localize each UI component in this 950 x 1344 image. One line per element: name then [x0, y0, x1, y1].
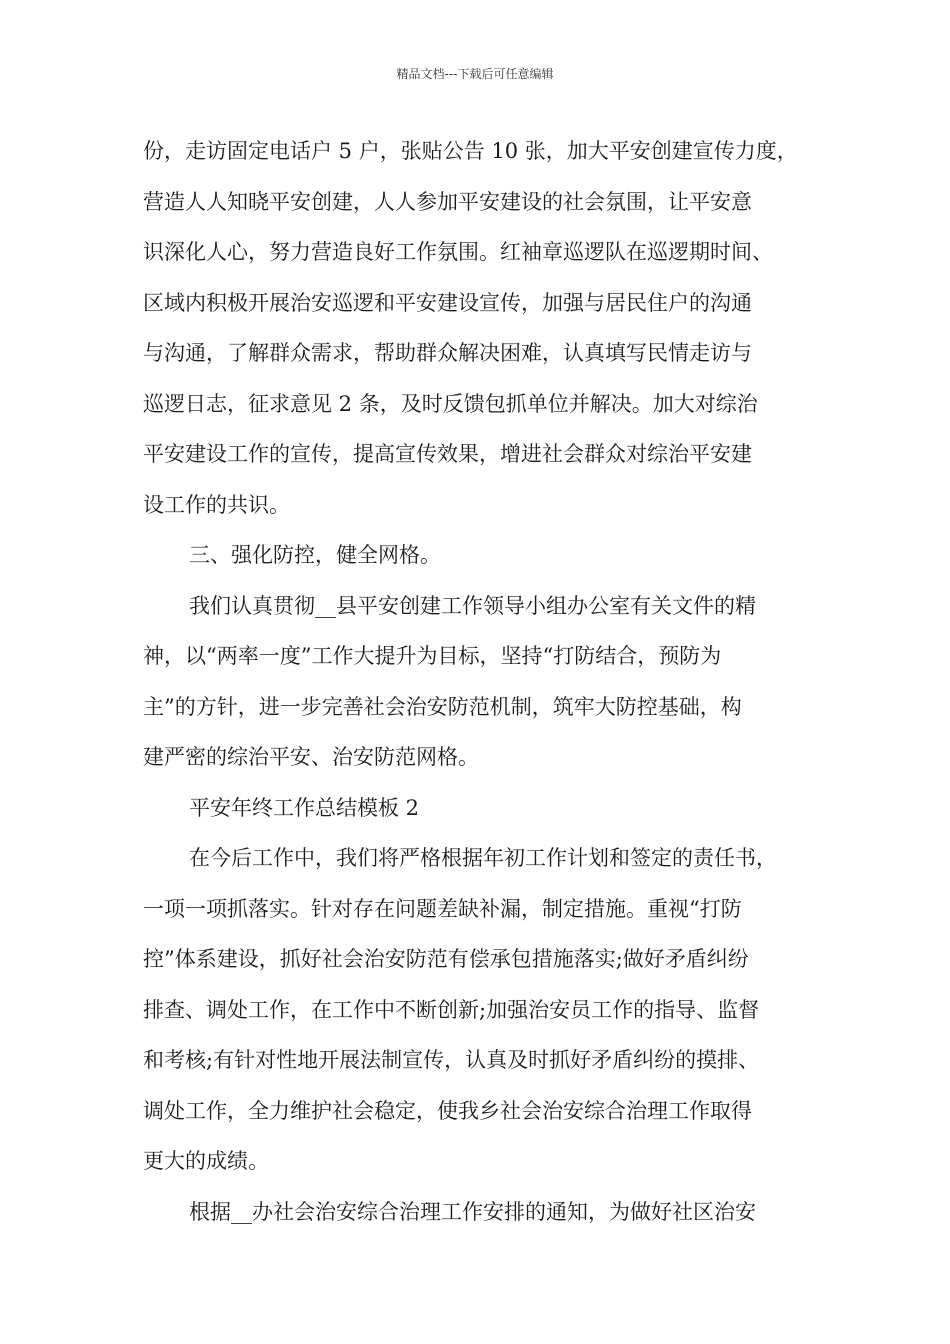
body-line: 与沟通，了解群众需求，帮助群众解决困难，认真填写民情走访与	[143, 341, 752, 365]
document-body	[143, 126, 815, 1237]
body-line: 神，以“两率一度”工作大提升为目标，坚持“打防结合，预防为	[143, 644, 722, 668]
body-line: 我们认真贯彻__县平安创建工作领导小组办公室有关文件的精	[189, 593, 756, 618]
body-line: 一项一项抓落实。针对存在问题差缺补漏，制定措施。重视“打防	[143, 896, 742, 921]
body-line: 份，走访固定电话户 5 户，张贴公告 10 张，加大平安创建宣传力度，	[143, 139, 798, 163]
body-line: 排查、调处工作，在工作中不断创新;加强治安员工作的指导、监督	[143, 997, 760, 1022]
body-line: 识深化人心，努力营造良好工作氛围。红袖章巡逻队在巡逻期时间、	[143, 240, 773, 264]
section-heading: 三、强化防控，健全网格。	[189, 543, 441, 567]
body-line: 调处工作，全力维护社会稳定，使我乡社会治安综合治理工作取得	[143, 1098, 752, 1123]
body-line: 平安建设工作的宣传，提高宣传效果，增进社会群众对综治平安建	[143, 442, 752, 466]
body-line: 和考核;有针对性地开展法制宣传，认真及时抓好矛盾纠纷的摸排、	[143, 1048, 760, 1072]
body-line: 巡逻日志，征求意见 2 条，及时反馈包抓单位并解决。加大对综治	[143, 391, 758, 416]
body-line: 建严密的综治平安、治安防范网格。	[143, 745, 479, 769]
body-line: 设工作的共识。	[143, 492, 290, 517]
body-line: 区域内积极开展治安巡逻和平安建设宣传，加强与居民住户的沟通	[143, 290, 752, 315]
body-line: 控”体系建设，抓好社会治安防范有偿承包措施落实;做好矛盾纠纷	[143, 947, 749, 971]
body-line: 营造人人知晓平安创建，人人参加平安建设的社会氛围，让平安意	[143, 189, 752, 214]
document-subtitle: 平安年终工作总结模板 2	[189, 795, 420, 820]
body-line: 在今后工作中，我们将严格根据年初工作计划和签定的责任书，	[189, 846, 777, 870]
page-header: 精品文档---下载后可任意编辑	[396, 67, 554, 81]
body-line: 更大的成绩。	[143, 1149, 269, 1173]
body-line: 主”的方针，进一步完善社会治安防范机制，筑牢大防控基础，构	[143, 694, 742, 719]
body-line: 根据__办社会治安综合治理工作安排的通知，为做好社区治安	[189, 1199, 756, 1224]
